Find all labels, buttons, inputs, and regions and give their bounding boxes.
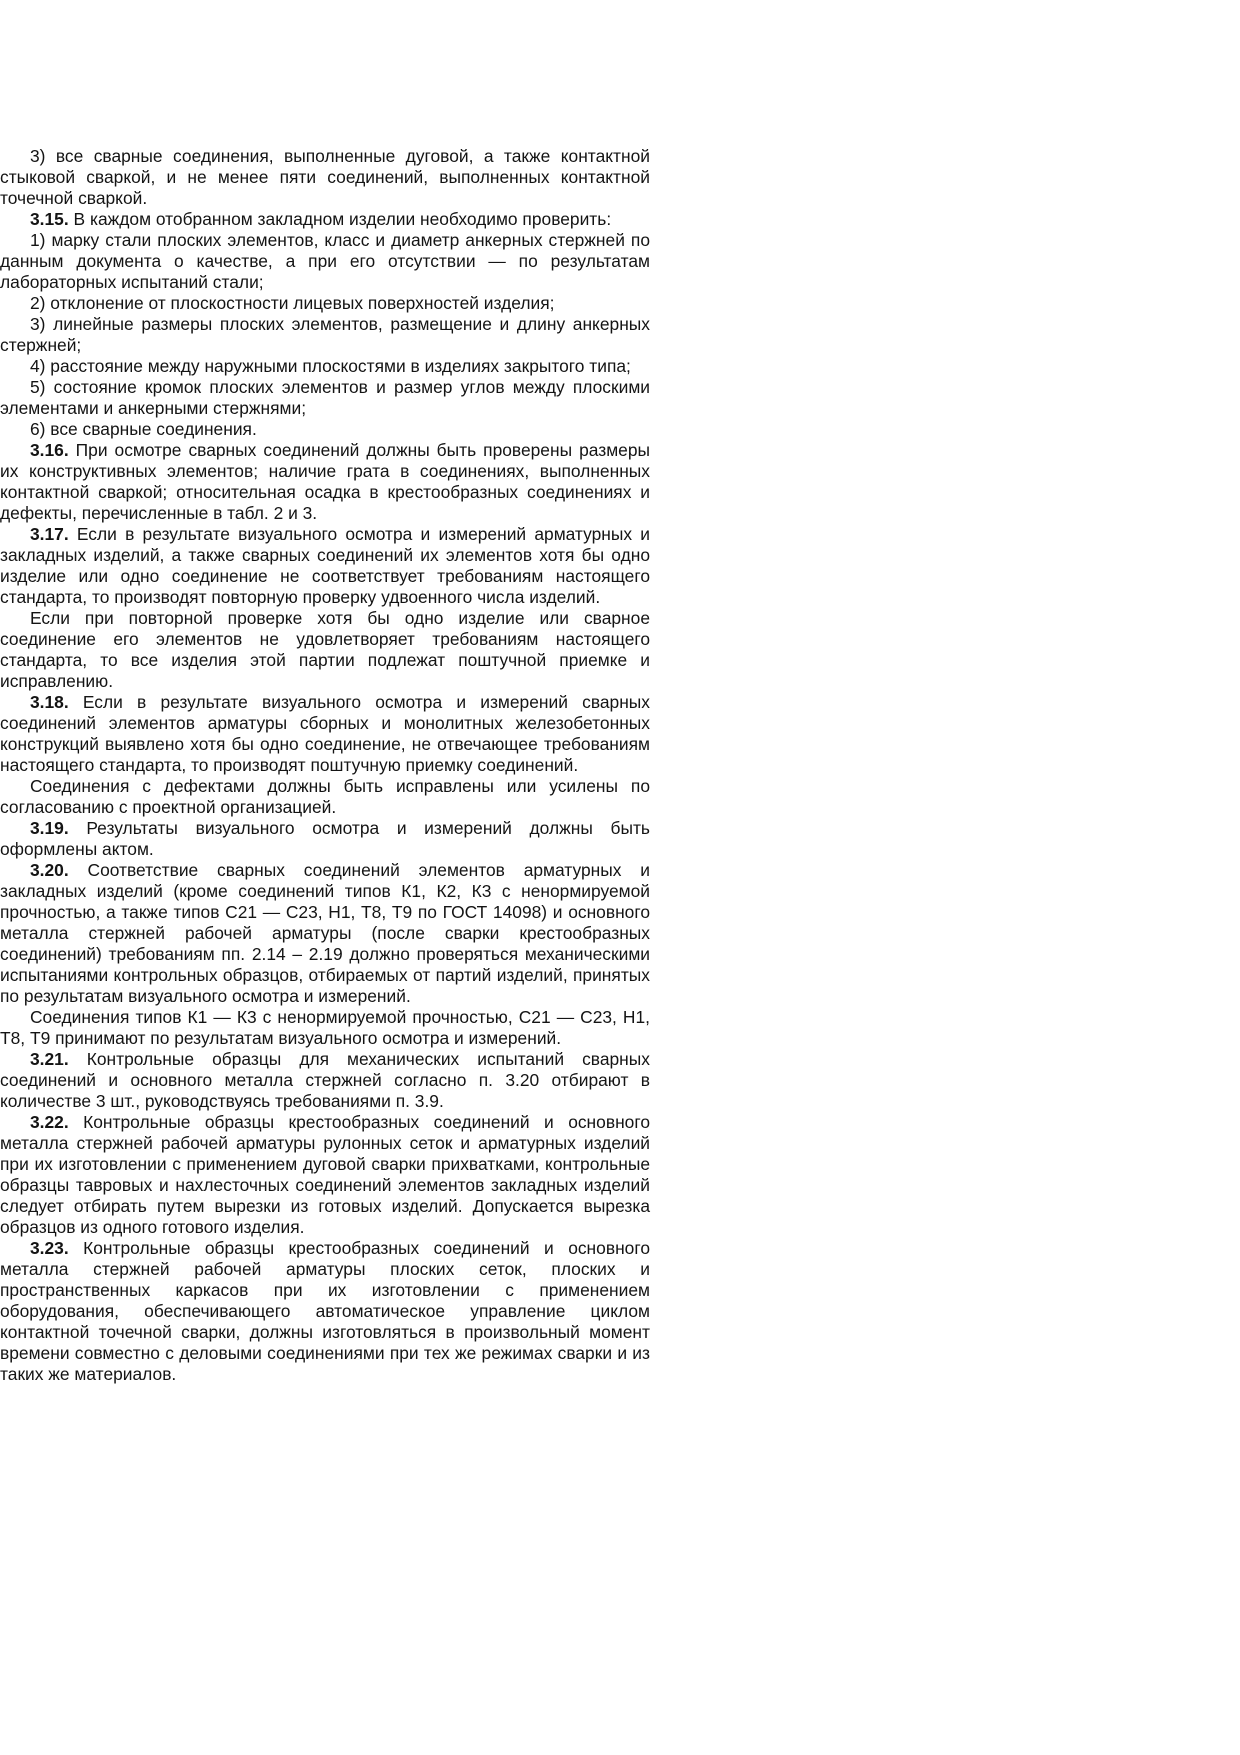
paragraph-text: Соединения типов К1 — К3 с ненормируемой прочностью, С21 — С23, Н1, Т8, Т9 принимают по результатам визуального осмотра и измерений. [0,1007,650,1048]
paragraph [0,1112,650,1238]
paragraph-text: 5) состояние кромок плоских элементов и размер углов между плоскими элементами и анкерными стержнями; [0,377,650,418]
paragraph-text: 3) все сварные соединения, выполненные дуговой, а также контактной стыковой сваркой, и не менее пяти соединений, выполненных контактной точечной сваркой. [0,146,650,208]
paragraph-text: 4) расстояние между наружными плоскостями в изделиях закрытого типа; [30,356,631,376]
paragraph [0,230,650,293]
paragraph-text: Контрольные образцы крестообразных соединений и основного металла стержней рабочей арматуры рулонных сеток и арматурных изделий при их изготовлении с применением дуговой сварки прихватками, контрольные образцы тавровых и нахлесточных соединений элементов закладных изделий следует отбирать путем вырезки из готовых изделий. Допускается вырезка образцов из одного готового изделия. [0,1112,650,1237]
clause-number: 3.20. [30,860,69,880]
clause-number: 3.15. [30,209,69,229]
clause-number: 3.18. [30,692,69,712]
paragraph-text: 3) линейные размеры плоских элементов, размещение и длину анкерных стержней; [0,314,650,355]
document-body [0,146,650,1385]
paragraph [0,356,650,377]
paragraph-text: Если в результате визуального осмотра и измерений арматурных и закладных изделий, а также сварных соединений их элементов хотя бы одно изделие или одно соединение не соответствует требованиям настоящего стандарта, то производят повторную проверку удвоенного числа изделий. [0,524,650,607]
paragraph-text: Если в результате визуального осмотра и измерений сварных соединений элементов арматуры сборных и монолитных железобетонных конструкций выявлено хотя бы одно соединение, не отвечающее требованиям настоящего стандарта, то производят поштучную приемку соединений. [0,692,650,775]
paragraph [0,608,650,692]
paragraph-text: 2) отклонение от плоскостности лицевых поверхностей изделия; [30,293,555,313]
paragraph-text: Контрольные образцы крестообразных соединений и основного металла стержней рабочей арматуры плоских сеток, плоских и пространственных каркасов при их изготовлении с применением оборудования, обеспечивающего автоматическое управление циклом контактной точечной сварки, должны изготовляться в произвольный момент времени совместно с деловыми соединениями при тех же режимах сварки и из таких же материалов. [0,1238,650,1384]
paragraph [0,1238,650,1385]
paragraph [0,377,650,419]
paragraph [0,1007,650,1049]
paragraph-text: Результаты визуального осмотра и измерений должны быть оформлены актом. [0,818,650,859]
clause-number: 3.22. [30,1112,69,1132]
paragraph [0,860,650,1007]
paragraph [0,818,650,860]
clause-number: 3.21. [30,1049,69,1069]
paragraph [0,314,650,356]
paragraph [0,1049,650,1112]
paragraph-text: Если при повторной проверке хотя бы одно изделие или сварное соединение его элементов не удовлетворяет требованиям настоящего стандарта, то все изделия этой партии подлежат поштучной приемке и исправлению. [0,608,650,691]
paragraph [0,419,650,440]
paragraph-text: 1) марку стали плоских элементов, класс и диаметр анкерных стержней по данным документа о качестве, а при его отсутствии — по результатам лабораторных испытаний стали; [0,230,650,292]
paragraph [0,146,650,209]
clause-number: 3.19. [30,818,69,838]
paragraph [0,209,650,230]
clause-number: 3.16. [30,440,69,460]
paragraph-text: Соединения с дефектами должны быть исправлены или усилены по согласованию с проектной организацией. [0,776,650,817]
paragraph [0,524,650,608]
paragraph-text: Контрольные образцы для механических испытаний сварных соединений и основного металла стержней согласно п. 3.20 отбирают в количестве 3 шт., руководствуясь требованиями п. 3.9. [0,1049,650,1111]
paragraph-text: В каждом отобранном закладном изделии необходимо проверить: [68,209,612,229]
paragraph [0,692,650,776]
paragraph-text: Соответствие сварных соединений элементов арматурных и закладных изделий (кроме соединений типов К1, К2, К3 с ненормируемой прочностью, а также типов С21 — С23, Н1, Т8, Т9 по ГОСТ 14098) и основного металла стержней рабочей арматуры (после сварки крестообразных соединений) требованиям пп. 2.14 – 2.19 должно проверяться механическими испытаниями контрольных образцов, отбираемых от партий изделий, принятых по результатам визуального осмотра и измерений. [0,860,650,1006]
paragraph [0,776,650,818]
clause-number: 3.23. [30,1238,69,1258]
clause-number: 3.17. [30,524,69,544]
paragraph-text: При осмотре сварных соединений должны быть проверены размеры их конструктивных элементов; наличие грата в соединениях, выполненных контактной сваркой; относительная осадка в крестообразных соединениях и дефекты, перечисленные в табл. 2 и 3. [0,440,650,523]
paragraph [0,440,650,524]
paragraph-text: 6) все сварные соединения. [30,419,257,439]
paragraph [0,293,650,314]
